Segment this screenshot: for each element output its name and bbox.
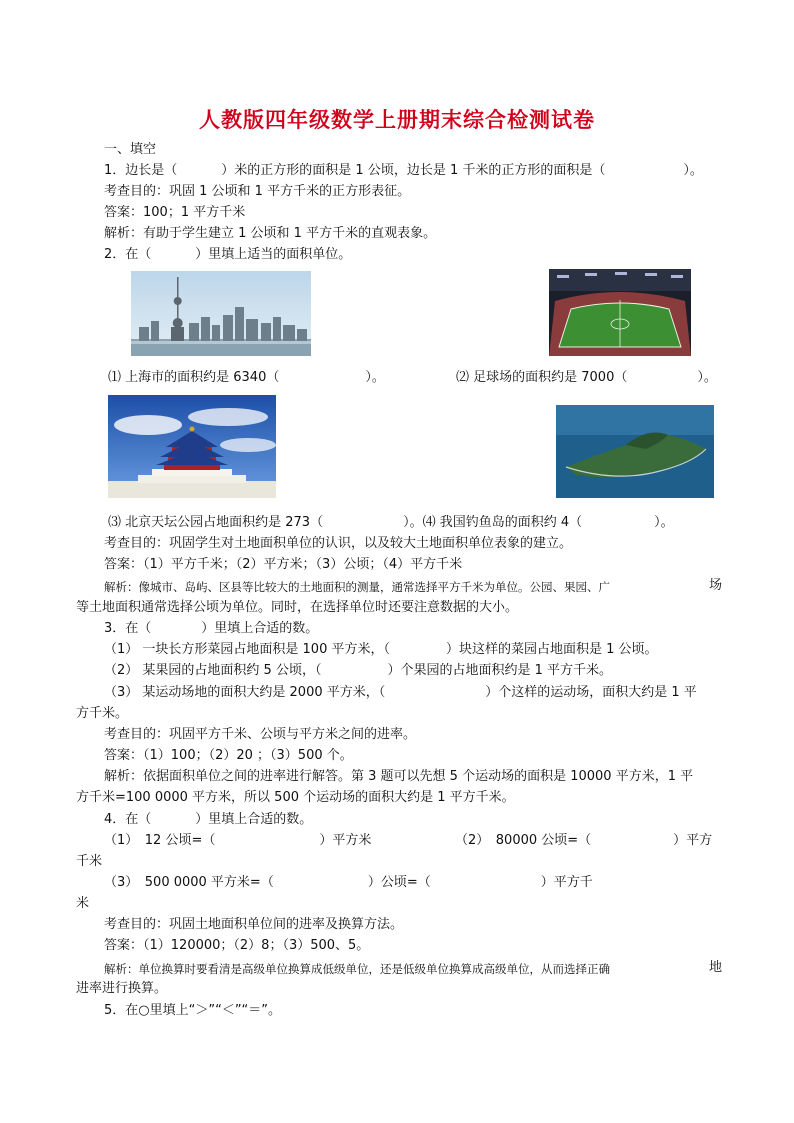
football-stadium-image xyxy=(549,269,691,356)
q4-aim: 考查目的：巩固土地面积单位间的进率及换算方法。 xyxy=(104,917,404,932)
temple-of-heaven-image xyxy=(108,395,276,498)
page-title: 人教版四年级数学上册期末综合检测试卷 xyxy=(199,107,595,132)
q3-p1-a: （1） 一块长方形菜园占地面积是 100 平方米，（ xyxy=(104,642,390,657)
q4-p3-b: ）公顷=（ xyxy=(367,875,431,890)
q2-answer: 答案：（1）平方千米；（2）平方米；（3）公顷；（4）平方千米 xyxy=(104,557,463,572)
question-2 xyxy=(104,246,351,264)
section-heading: 一、填空 xyxy=(104,142,157,157)
question-1 xyxy=(104,162,703,180)
q4-p1-b: ）平方米 xyxy=(319,833,372,848)
question-3 xyxy=(104,620,318,638)
q2-part-3-4 xyxy=(108,514,674,532)
q1-answer: 答案：100；1 平方千米 xyxy=(104,205,246,220)
q3-p3-a: （3） 某运动场地的面积大约是 2000 平方米，（ xyxy=(104,685,386,700)
q4-part-2-cont: 千米 xyxy=(76,854,103,869)
q2-p1-a: ⑴ 上海市的面积约是 6340（ xyxy=(108,370,280,385)
q4-analysis-line1: 解析：单位换算时要看清是高级单位换算成低级单位，还是低级单位换算成高级单位，从而选择正确 xyxy=(104,962,610,976)
q4-stem-a: 4．在（ xyxy=(104,812,152,827)
q4-analysis-line2: 进率进行换算。 xyxy=(76,981,168,996)
q1-analysis: 解析：有助于学生建立 1 公顷和 1 平方千米的直观表象。 xyxy=(104,226,437,241)
q3-aim: 考查目的：巩固平方千米、公顷与平方米之间的进率。 xyxy=(104,727,417,742)
q2-stem-b: ）里填上适当的面积单位。 xyxy=(195,247,352,262)
q3-analysis-line2: 方千米=100 0000 平方米，所以 500 个运动场的面积大约是 1 平方千米。 xyxy=(76,790,515,805)
q3-answer: 答案：（1）100；（2）20 ；（3）500 个。 xyxy=(104,748,353,763)
q3-analysis-line1: 解析：依据面积单位之间的进率进行解答。第 3 题可以先想 5 个运动场的面积是 10000 平方米，1 平 xyxy=(104,769,694,784)
q2-stem-a: 2．在（ xyxy=(104,247,152,262)
question-4 xyxy=(104,811,312,829)
q4-part-3 xyxy=(104,874,593,892)
q2-p3-c: ）。 xyxy=(654,515,674,530)
q3-part-3 xyxy=(104,684,697,702)
q3-part-2 xyxy=(104,662,612,680)
q4-answer: 答案：（1）120000；（2）8；（3）500、5。 xyxy=(104,938,370,953)
q4-p3-c: ）平方千 xyxy=(540,875,593,890)
q2-analysis-line2: 等土地面积通常选择公顷为单位。同时，在选择单位时还要注意数据的大小。 xyxy=(76,600,519,615)
q1-text-b: ）米的正方形的面积是 1 公顷，边长是 1 千米的正方形的面积是（ xyxy=(221,163,606,178)
q2-part-1 xyxy=(108,369,385,387)
q4-part-1 xyxy=(104,832,371,850)
q1-text-a: 1．边长是（ xyxy=(104,163,178,178)
diaoyu-island-image xyxy=(556,405,714,498)
q4-p2-b: ）平方 xyxy=(673,833,713,848)
q4-p3-a: （3） 500 0000 平方米=（ xyxy=(104,875,274,890)
q2-analysis-line1 xyxy=(104,578,610,596)
q4-analysis-tail: 地 xyxy=(709,960,723,975)
q2-p2-a: ⑵ 足球场的面积约是 7000（ xyxy=(456,370,628,385)
q4-p2-a: （2） 80000 公顷=（ xyxy=(455,833,592,848)
q3-stem-b: ）里填上合适的数。 xyxy=(201,621,319,636)
q3-part-3-cont: 方千米。 xyxy=(76,706,129,721)
q1-aim: 考查目的：巩固 1 公顷和 1 平方千米的正方形表征。 xyxy=(104,184,411,199)
q2-p2-b: ）。 xyxy=(697,370,717,385)
q4-p1-a: （1） 12 公顷=（ xyxy=(104,833,216,848)
q3-part-1 xyxy=(104,641,658,659)
q3-p2-b: ）个果园的占地面积约是 1 平方千米。 xyxy=(387,663,612,678)
q3-stem-a: 3．在（ xyxy=(104,621,152,636)
q3-p1-b: ）块这样的菜园占地面积是 1 公顷。 xyxy=(445,642,658,657)
q1-text-c: ）。 xyxy=(683,163,703,178)
shanghai-skyline-image xyxy=(131,271,311,356)
q2-p3-b: ）。⑷ 我国钓鱼岛的面积约 4（ xyxy=(403,515,583,530)
q2-p1-b: ）。 xyxy=(365,370,385,385)
q4-part-3-cont: 米 xyxy=(76,896,90,911)
question-5: 5．在○里填上“＞”“＜”“＝”。 xyxy=(104,1003,282,1018)
q3-p2-a: （2） 某果园的占地面积约 5 公顷，（ xyxy=(104,663,322,678)
q2-part-2 xyxy=(456,369,717,387)
q3-p3-b: ）个这样的运动场，面积大约是 1 平 xyxy=(485,685,697,700)
q2-p3-a: ⑶ 北京天坛公园占地面积约是 273（ xyxy=(108,515,324,530)
q2-analysis-a: 解析：像城市、岛屿、区县等比较大的土地面积的测量，通常选择平方千米为单位。公园、果园、广 xyxy=(104,580,610,594)
q2-analysis-tail: 场 xyxy=(709,578,723,593)
q2-aim: 考查目的：巩固学生对土地面积单位的认识，以及较大土地面积单位表象的建立。 xyxy=(104,536,573,551)
q4-part-2 xyxy=(455,832,712,850)
q4-stem-b: ）里填上合适的数。 xyxy=(195,812,313,827)
